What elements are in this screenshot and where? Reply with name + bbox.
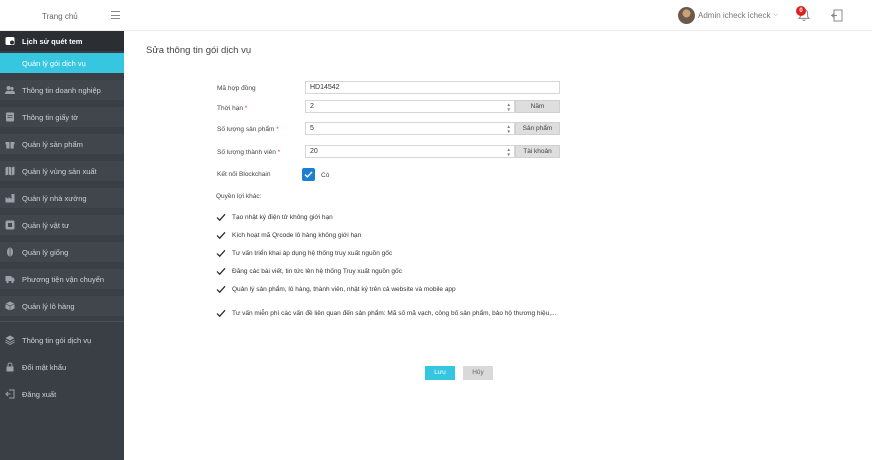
sidebar-divider — [0, 321, 124, 322]
contract-label: Mã hợp đồng — [217, 85, 256, 92]
sidebar-item-label: Lịch sử quét tem — [22, 37, 83, 46]
history-icon — [5, 36, 15, 46]
sidebar-item-service-info[interactable] — [0, 330, 124, 350]
sidebar-item-enterprise-info[interactable] — [0, 80, 124, 100]
sidebar-item-materials[interactable] — [0, 215, 124, 235]
products-field[interactable] — [305, 122, 515, 135]
members-field[interactable] — [305, 145, 515, 158]
seed-icon — [5, 247, 15, 257]
check-icon — [304, 170, 313, 179]
check-icon — [216, 213, 226, 222]
sidebar-item-label: Quản lý giống — [22, 248, 69, 257]
logout-icon[interactable] — [830, 9, 843, 22]
products-value: 5 — [310, 125, 314, 132]
benefit-text: Kích hoạt mã Qrcode lô hàng không giới hạn — [232, 232, 362, 239]
required-mark: * — [277, 149, 281, 156]
sidebar-item-label: Thông tin doanh nghiệp — [22, 86, 101, 95]
benefit-text: Tạo nhật ký điện tử không giới hạn — [232, 214, 333, 221]
stepper-arrows-icon[interactable]: ▲ ▼ — [506, 102, 511, 112]
sidebar-item-label: Quản lý nhà xưởng — [22, 194, 87, 203]
sidebar-item-label: Quản lý vùng sản xuất — [22, 167, 97, 176]
sidebar-item-seeds[interactable] — [0, 242, 124, 262]
sidebar-item-label: Đổi mật khẩu — [22, 363, 67, 372]
user-name: Admin icheck icheck — [698, 10, 771, 20]
members-label — [217, 149, 280, 156]
benefits-title: Quyền lợi khác: — [216, 193, 262, 200]
blockchain-checkbox[interactable] — [302, 168, 315, 181]
sidebar-item-label: Quản lý vật tư — [22, 221, 70, 230]
gift-icon — [5, 139, 15, 149]
duration-label-text: Thời hạn — [217, 105, 243, 112]
required-mark: * — [276, 126, 279, 133]
members-unit: Tài khoản — [515, 145, 560, 158]
menu-toggle-icon[interactable] — [111, 11, 120, 19]
stepper-arrows-icon[interactable]: ▲ ▼ — [506, 147, 511, 157]
products-label — [217, 126, 279, 133]
box-icon — [5, 220, 15, 230]
sidebar-item-logout[interactable] — [0, 384, 124, 404]
duration-label — [217, 105, 247, 112]
brand-area — [0, 0, 124, 31]
sidebar — [0, 31, 124, 460]
notification-badge: 0 — [796, 6, 806, 16]
logout-icon — [5, 389, 15, 399]
avatar — [678, 7, 695, 24]
lock-icon — [5, 362, 15, 372]
sidebar-item-label: Quản lý gói dịch vụ — [22, 59, 86, 68]
check-icon — [216, 285, 226, 294]
layers-icon — [5, 335, 15, 345]
page-title: Sửa thông tin gói dịch vụ — [146, 45, 252, 56]
chevron-down-icon: ⌵ — [773, 11, 779, 18]
members-label-text: Số lượng thành viên — [217, 149, 276, 156]
sidebar-item-vehicles[interactable] — [0, 269, 124, 289]
sidebar-item-service-packages[interactable] — [0, 53, 124, 73]
benefit-text: Tư vấn miễn phí các vấn đề liên quan đến sản phẩm: Mã số mã vạch, công bố sản phẩm, bảo hộ thương hiệu,... — [232, 310, 557, 317]
sidebar-item-label: Thông tin giấy tờ — [22, 113, 79, 122]
benefit-text: Đăng các bài viết, tin tức lên hệ thống Truy xuất nguồn gốc — [232, 268, 402, 275]
user-menu[interactable] — [678, 6, 778, 24]
truck-icon — [5, 274, 15, 284]
map-icon — [5, 166, 15, 176]
sidebar-item-scan-history[interactable] — [0, 31, 124, 51]
sidebar-item-factories[interactable] — [0, 188, 124, 208]
benefit-text: Tư vấn triển khai áp dụng hệ thống truy xuất nguồn gốc — [232, 250, 393, 257]
sidebar-item-label: Đăng xuất — [22, 390, 57, 399]
package-icon — [5, 301, 15, 311]
required-mark: * — [244, 105, 248, 112]
check-icon — [216, 309, 226, 318]
duration-unit: Năm — [515, 100, 560, 113]
sidebar-item-label: Quản lý sản phẩm — [22, 140, 83, 149]
duration-field[interactable] — [305, 100, 515, 113]
check-icon — [216, 267, 226, 276]
sidebar-item-lots[interactable] — [0, 296, 124, 316]
duration-value: 2 — [310, 103, 314, 110]
products-label-text: Số lượng sản phẩm — [217, 126, 275, 133]
products-unit: Sản phẩm — [515, 122, 560, 135]
check-icon — [216, 231, 226, 240]
contract-field[interactable]: HD14542 — [305, 81, 560, 94]
cancel-button[interactable]: Hủy — [463, 366, 493, 380]
factory-icon — [5, 193, 15, 203]
members-value: 20 — [310, 148, 318, 155]
document-icon — [5, 112, 15, 122]
sidebar-item-change-password[interactable] — [0, 357, 124, 377]
blockchain-label: Kết nối Blockchain — [217, 171, 271, 178]
sidebar-item-label: Thông tin gói dịch vụ — [22, 336, 92, 345]
top-bar — [0, 0, 872, 31]
stepper-arrows-icon[interactable]: ▲ ▼ — [506, 124, 511, 134]
blockchain-option-label: Có — [321, 172, 330, 179]
sidebar-item-products[interactable] — [0, 134, 124, 154]
save-button[interactable]: Lưu — [425, 366, 455, 380]
sidebar-item-label: Phương tiện vận chuyển — [22, 275, 105, 284]
sidebar-item-documents[interactable] — [0, 107, 124, 127]
benefit-text: Quản lý sản phẩm, lô hàng, thành viên, nhật ký trên cả website và mobile app — [232, 286, 456, 293]
check-icon — [216, 249, 226, 258]
home-link[interactable]: Trang chủ — [42, 12, 78, 21]
sidebar-item-label: Quản lý lô hàng — [22, 302, 75, 311]
sidebar-item-production-areas[interactable] — [0, 161, 124, 181]
users-icon — [5, 85, 15, 95]
